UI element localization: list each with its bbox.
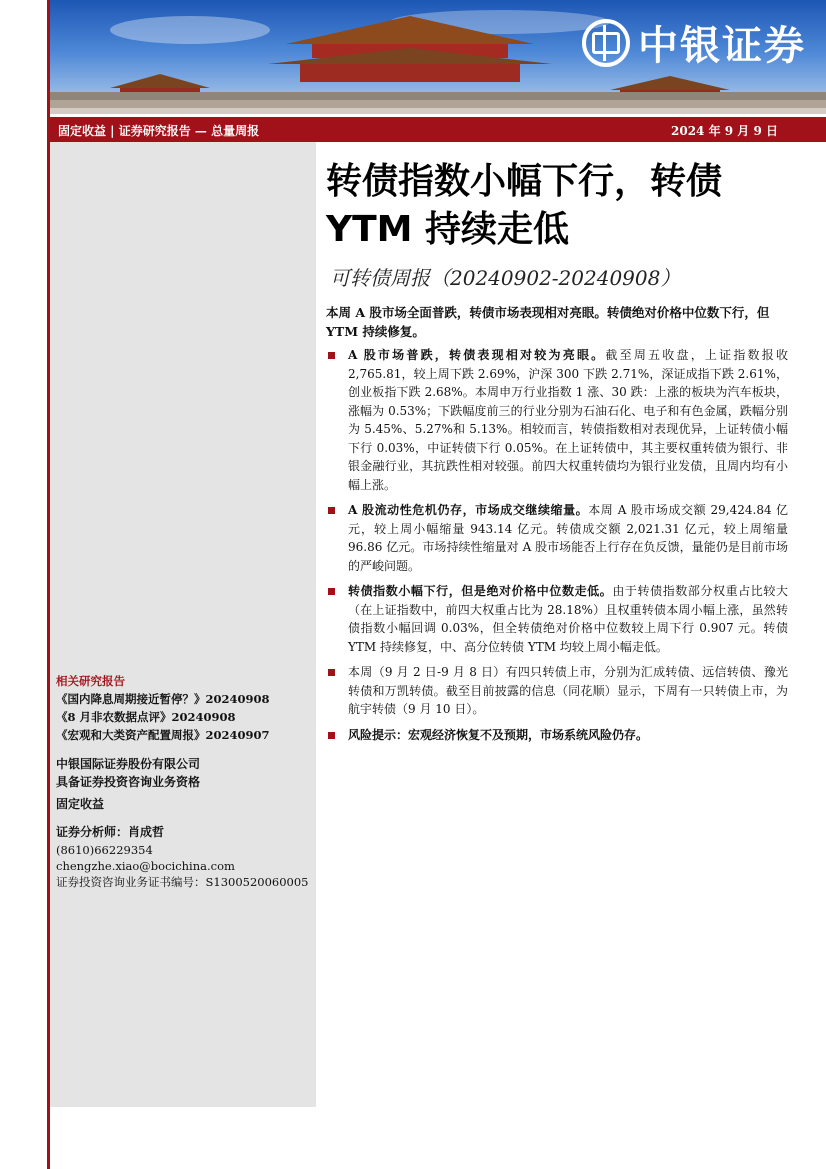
bullet-square-icon: [328, 669, 335, 676]
company-qualification: 具备证券投资咨询业务资格: [56, 775, 201, 789]
title-line-1: 转债指数小幅下行，转债: [326, 161, 723, 202]
report-date: 2024 年 9 月 9 日: [671, 124, 778, 138]
bullet-text: 本周（9 月 2 日-9 月 8 日）有四只转债上市，分别为汇成转债、远信转债、豫光转债和万凯转债。截至目前披露的信息（同花顺）显示，下周有一只转债上市，为航宇转债（9 月 10 日）。: [348, 665, 788, 716]
list-item: [326, 501, 788, 575]
related-report-link[interactable]: 《宏观和大类资产配置周报》20240907: [56, 728, 270, 742]
report-subtitle: 可转债周报（20240902-20240908）: [330, 266, 681, 290]
bank-emblem-icon: [582, 19, 630, 67]
related-report-link[interactable]: 《国内降息周期接近暂停？》20240908: [56, 692, 270, 706]
bullet-square-icon: [328, 507, 335, 514]
list-item: [326, 582, 788, 656]
bullet-lead: A 股流动性危机仍存，市场成交继续缩量。: [348, 503, 589, 517]
analyst-info: [56, 822, 309, 890]
related-report-link[interactable]: 《8 月非农数据点评》20240908: [56, 710, 236, 724]
analyst-name: 证券分析师：肖成哲: [56, 825, 165, 839]
list-item: [326, 663, 788, 719]
summary-paragraph: 本周 A 股市场全面普跌，转债市场表现相对亮眼。转债绝对价格中位数下行，但 YTM 持续修复。: [326, 305, 770, 339]
sidebar-panel: [50, 142, 316, 1107]
logo-text: 中银证券: [638, 23, 806, 69]
company-name: 中银国际证券股份有限公司: [56, 757, 201, 771]
list-item: [326, 726, 788, 745]
list-item: [326, 346, 788, 494]
bullet-square-icon: [328, 352, 335, 359]
related-reports: [56, 672, 311, 744]
company-info: [56, 755, 200, 791]
bullet-lead: 风险提示：宏观经济恢复不及预期，市场系统风险仍存。: [348, 727, 649, 742]
bullet-text: 截至周五收盘，上证指数报收 2,765.81，较上周下跌 2.69%，沪深 300 下跌 2.71%，深证成指下跌 2.61%，创业板指下跌 2.68%。本周申万行业指数 1 涨、30 跌：上涨的板块为汽车板块，涨幅为 0.53%；下跌幅度前三的行业分别为石油石化、电子和有色金属，跌幅分别为 5.45%、5.27%和 5.13%。相较而言，转债指数相对表现优异，上证转债小幅下行 0.03%，中证转债下行 0.05%。在上证转债中，其主要权重转债为银行、非银金融行业，其抗跌性相对较强。前四大权重转债均为银行业发债，且周内均有小幅上涨。: [348, 348, 788, 492]
analyst-certificate: 证券投资咨询业务证书编号：S1300520060005: [56, 875, 309, 889]
bullet-square-icon: [328, 588, 335, 595]
analyst-phone: (8610)66229354: [56, 843, 153, 857]
bullet-square-icon: [328, 732, 335, 739]
report-header-bar: [50, 117, 826, 142]
sector-label: 固定收益: [56, 797, 105, 811]
key-points-list: [326, 346, 788, 751]
report-title: [326, 158, 796, 254]
boci-logo: [582, 14, 806, 71]
analyst-email[interactable]: chengzhe.xiao@bocichina.com: [56, 859, 235, 873]
bullet-text: 本周 A 股市场成交额 29,424.84 亿元，较上周小幅缩量 943.14 亿元。转债成交额 2,021.31 亿元，较上周缩量 96.86 亿元。市场持续性缩量对 A 股市场能否上行存在负反馈，量能仍是目前市场的严峻问题。: [348, 503, 788, 573]
title-line-2: YTM 持续走低: [326, 209, 569, 250]
related-heading: 相关研究报告: [56, 674, 125, 688]
bullet-text: 由于转债指数部分权重占比较大（在上证指数中，前四大权重占比为 28.18%）且权重转债本周小幅上涨，虽然转债指数小幅回调 0.03%，但全转债绝对价格中位数较上周下行 0.907 元。转债 YTM 持续修复，中、高分位转债 YTM 均较上周小幅走低。: [348, 584, 788, 654]
bullet-lead: A 股市场普跌，转债表现相对较为亮眼。: [348, 348, 606, 362]
header-banner: [50, 0, 826, 114]
bullet-lead: 转债指数小幅下行，但是绝对价格中位数走低。: [348, 584, 613, 598]
report-category: 固定收益 | 证券研究报告 — 总量周报: [58, 124, 260, 138]
